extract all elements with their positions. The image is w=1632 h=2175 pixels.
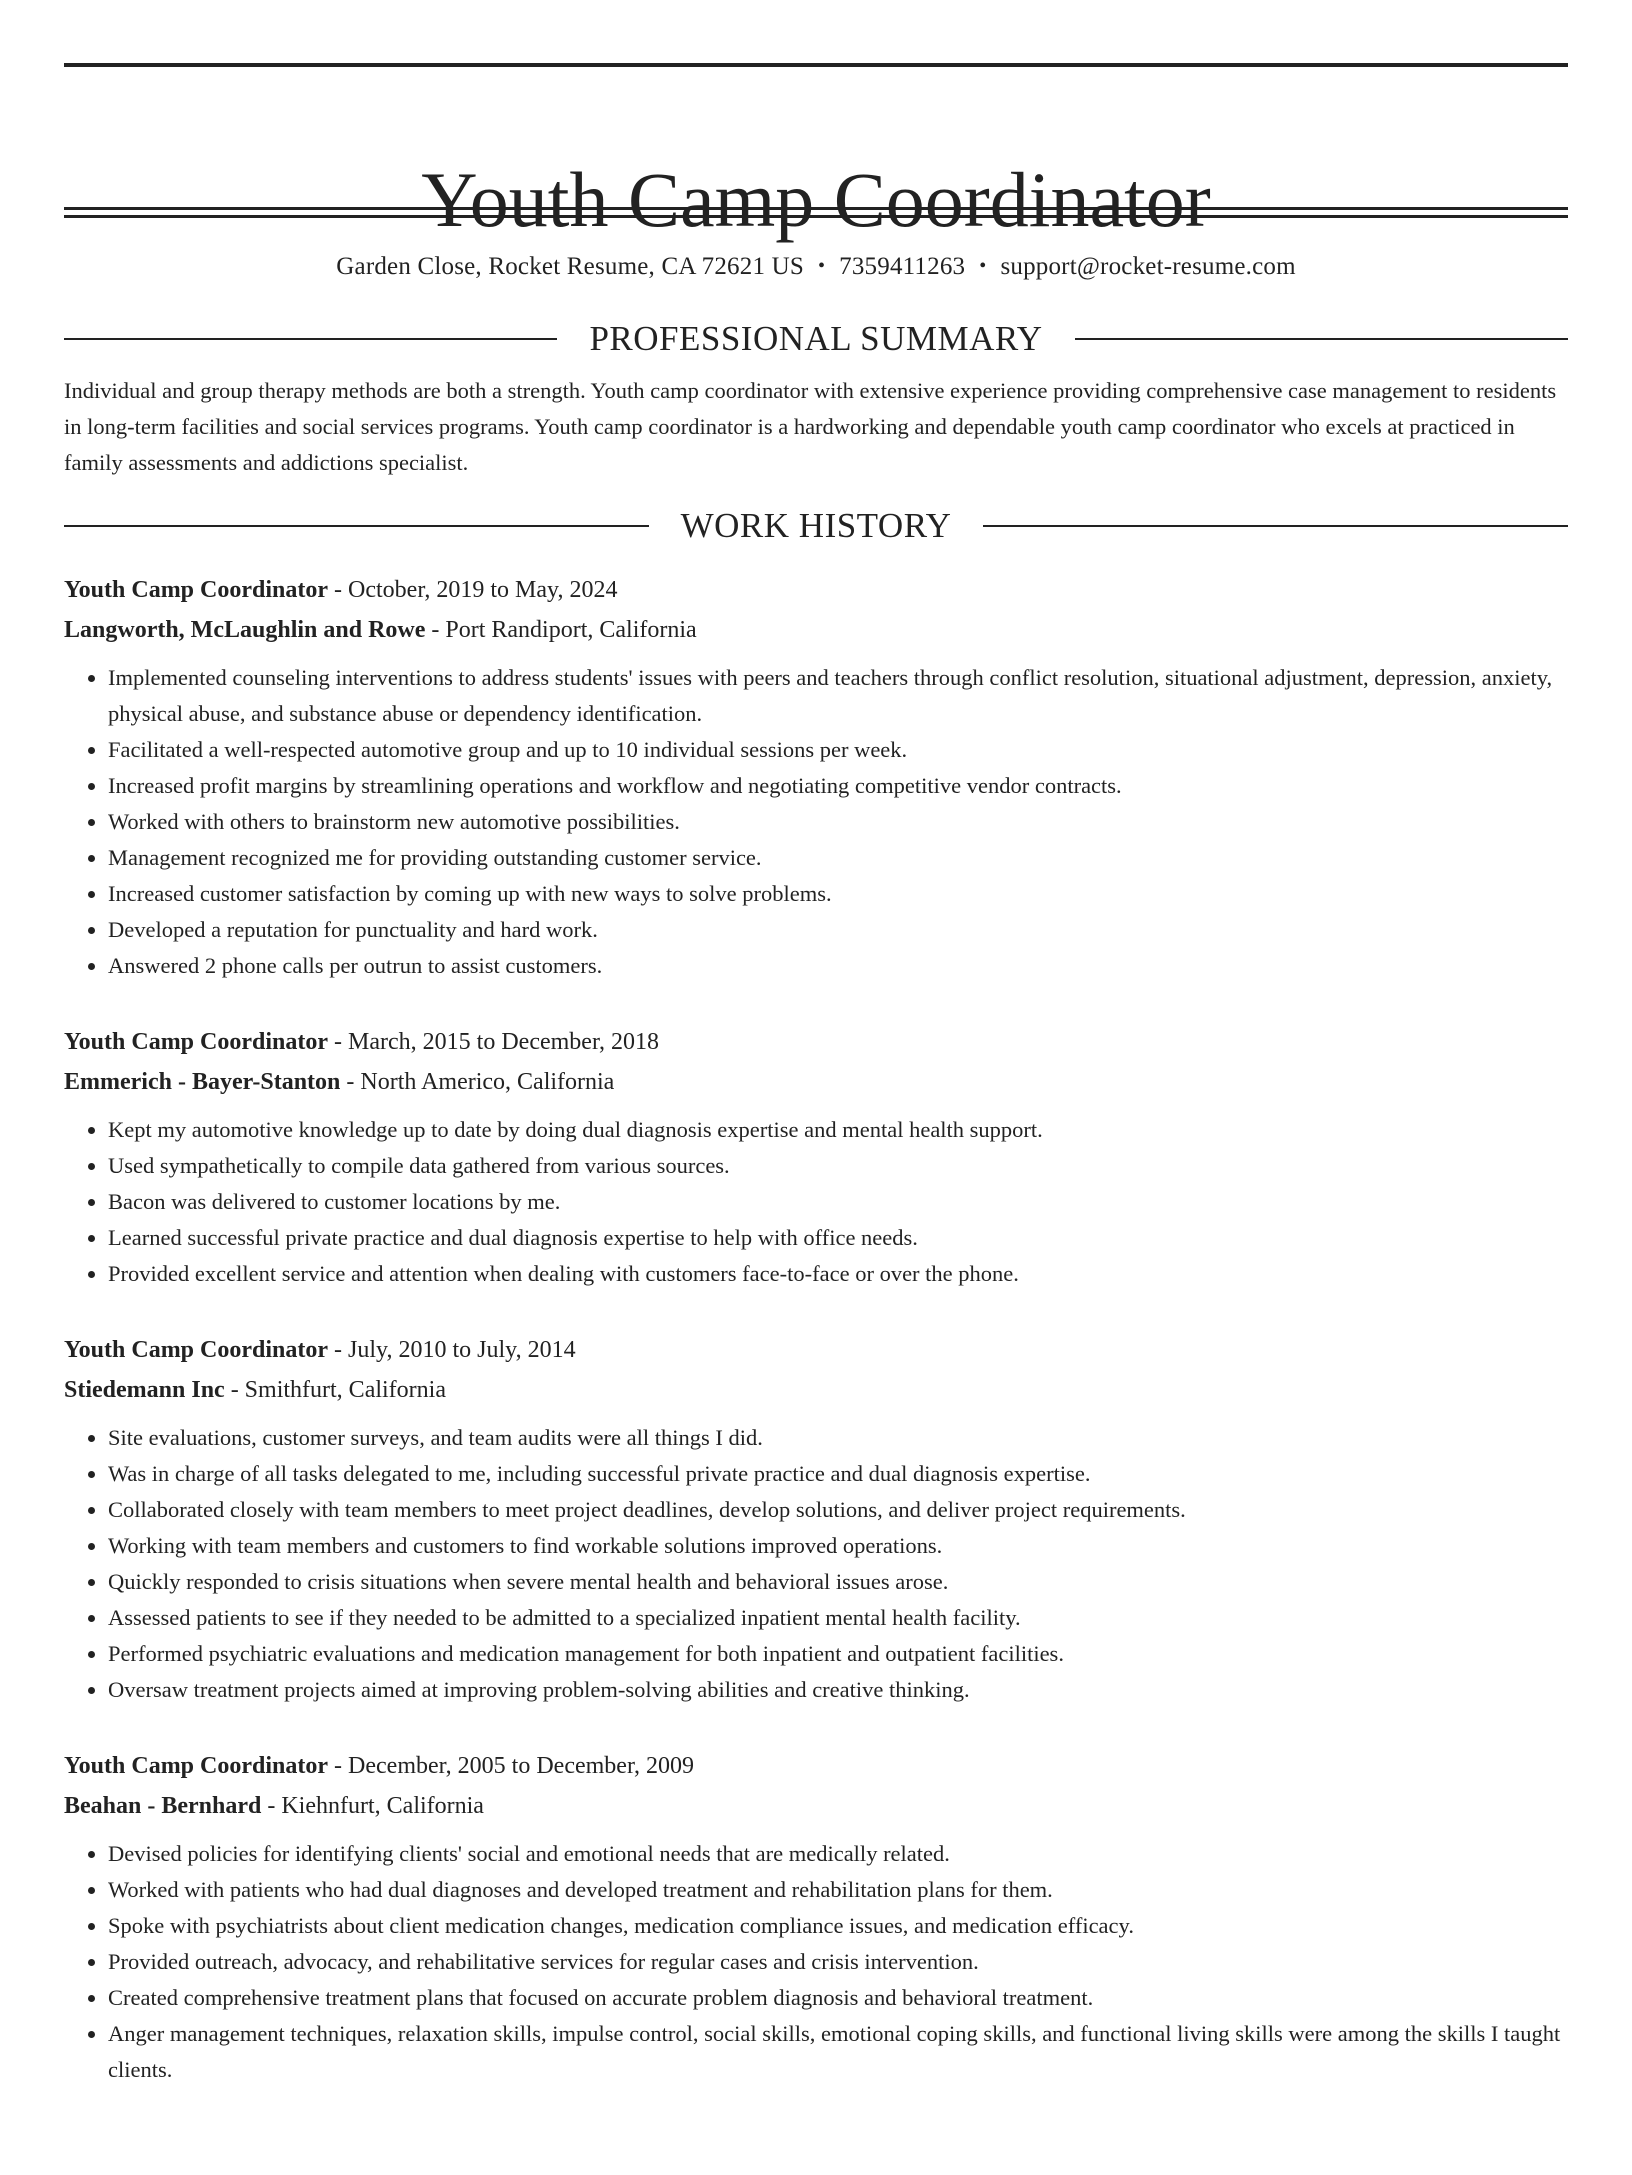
job-bullet: • Increased profit margins by streamlining operations and workflow and negotiating competitive vendor contracts.	[108, 768, 1568, 804]
job-bullet: • Used sympathetically to compile data gathered from various sources.	[108, 1148, 1568, 1184]
job-bullet: • Worked with patients who had dual diagnoses and developed treatment and rehabilitation plans for them.	[108, 1872, 1568, 1908]
contact-separator: •	[979, 255, 987, 277]
job-title: Youth Camp Coordinator	[64, 576, 329, 603]
resume-title: Youth Camp Coordinator	[421, 156, 1211, 243]
job-bullet: • Performed psychiatric evaluations and medication management for both inpatient and outpatient facilities.	[108, 1636, 1568, 1672]
job-location: - Kiehnfurt, California	[261, 1792, 484, 1819]
job-title: Youth Camp Coordinator	[64, 1336, 329, 1363]
job-title-line	[64, 1022, 1568, 1062]
job-bullet: • Facilitated a well-respected automotive group and up to 10 individual sessions per week.	[108, 732, 1568, 768]
job-bullet: • Provided outreach, advocacy, and rehabilitative services for regular cases and crisis intervention.	[108, 1944, 1568, 1980]
job-entry	[64, 1746, 1568, 2088]
contact-separator: •	[817, 255, 826, 277]
job-bullet: • Learned successful private practice and dual diagnosis expertise to help with office needs.	[108, 1220, 1568, 1256]
heading-rule-left	[64, 525, 649, 527]
job-entry	[64, 1330, 1568, 1708]
job-bullet: • Site evaluations, customer surveys, and team audits were all things I did.	[108, 1420, 1568, 1456]
contact-line	[64, 250, 1568, 283]
job-company: Beahan - Bernhard	[64, 1792, 262, 1819]
job-bullet: • Developed a reputation for punctuality and hard work.	[108, 912, 1568, 948]
job-bullet: • Provided excellent service and attention when dealing with customers face-to-face or over the phone.	[108, 1256, 1568, 1292]
job-title-line	[64, 1746, 1568, 1786]
job-dates: - March, 2015 to December, 2018	[328, 1028, 659, 1055]
job-company-line	[64, 1370, 1568, 1410]
job-company: Langworth, McLaughlin and Rowe	[64, 616, 426, 643]
job-title: Youth Camp Coordinator	[64, 1028, 329, 1055]
contact-email: support@rocket-resume.com	[1000, 253, 1296, 280]
job-bullet: • Implemented counseling interventions to address students' issues with peers and teachers through conflict resolution, situational adjustment, depression, anxiety, physical abuse, and substance abuse or dependency identification.	[108, 660, 1568, 732]
heading-rule-right	[1075, 338, 1568, 340]
job-location: - Port Randiport, California	[425, 616, 697, 643]
heading-rule-left	[64, 338, 557, 340]
job-bullet: • Bacon was delivered to customer locations by me.	[108, 1184, 1568, 1220]
job-location: - North Americo, California	[340, 1068, 615, 1095]
job-list	[64, 570, 1568, 2088]
job-bullet: • Devised policies for identifying clients' social and emotional needs that are medically related.	[108, 1836, 1568, 1872]
job-bullet: • Increased customer satisfaction by coming up with new ways to solve problems.	[108, 876, 1568, 912]
job-bullet: • Anger management techniques, relaxation skills, impulse control, social skills, emotional coping skills, and functional living skills were among the skills I taught clients.	[108, 2016, 1568, 2088]
job-bullet: • Assessed patients to see if they needed to be admitted to a specialized inpatient mental health facility.	[108, 1600, 1568, 1636]
job-dates: - December, 2005 to December, 2009	[328, 1752, 694, 1779]
job-dates: - July, 2010 to July, 2014	[328, 1336, 576, 1363]
job-company: Stiedemann Inc	[64, 1376, 225, 1403]
job-bullet-list	[64, 1112, 1568, 1292]
job-bullet: • Spoke with psychiatrists about client medication changes, medication compliance issues, and medication efficacy.	[108, 1908, 1568, 1944]
job-title: Youth Camp Coordinator	[64, 1752, 329, 1779]
job-company: Emmerich - Bayer-Stanton	[64, 1068, 341, 1095]
job-bullet: • Created comprehensive treatment plans that focused on accurate problem diagnosis and behavioral treatment.	[108, 1980, 1568, 2016]
job-bullet: • Management recognized me for providing outstanding customer service.	[108, 840, 1568, 876]
summary-text: Individual and group therapy methods are both a strength. Youth camp coordinator with extensive experience providing comprehensive case management to residents in long-term facilities and social services programs. Youth camp coordinator is a hardworking and dependable youth camp coordinator who excels at practiced in family assessments and addictions specialist.	[64, 378, 1557, 475]
contact-address: Garden Close, Rocket Resume, CA 72621 US	[336, 253, 804, 280]
work-history-heading: WORK HISTORY	[680, 505, 952, 545]
resume-page	[0, 63, 1632, 2175]
job-bullet: • Working with team members and customers to find workable solutions improved operations.	[108, 1528, 1568, 1564]
job-bullet: • Collaborated closely with team members to meet project deadlines, develop solutions, and deliver project requirements.	[108, 1492, 1568, 1528]
job-title-line	[64, 570, 1568, 610]
job-bullet-list	[64, 1836, 1568, 2088]
job-entry	[64, 570, 1568, 984]
job-bullet: • Answered 2 phone calls per outrun to assist customers.	[108, 948, 1568, 984]
job-title-line	[64, 1330, 1568, 1370]
job-bullet: • Oversaw treatment projects aimed at improving problem-solving abilities and creative thinking.	[108, 1672, 1568, 1708]
summary-heading-row	[64, 317, 1568, 361]
contact-phone: 7359411263	[839, 253, 966, 280]
job-company-line	[64, 1062, 1568, 1102]
job-bullet: • Kept my automotive knowledge up to date by doing dual diagnosis expertise and mental health support.	[108, 1112, 1568, 1148]
job-bullet: • Worked with others to brainstorm new automotive possibilities.	[108, 804, 1568, 840]
job-bullet: • Quickly responded to crisis situations when severe mental health and behavioral issues arose.	[108, 1564, 1568, 1600]
title-block	[64, 67, 1568, 243]
job-entry	[64, 1022, 1568, 1292]
job-dates: - October, 2019 to May, 2024	[328, 576, 618, 603]
job-bullet: • Was in charge of all tasks delegated to me, including successful private practice and dual diagnosis expertise.	[108, 1456, 1568, 1492]
job-location: - Smithfurt, California	[224, 1376, 446, 1403]
summary-heading: PROFESSIONAL SUMMARY	[589, 319, 1043, 358]
job-company-line	[64, 1786, 1568, 1826]
job-company-line	[64, 610, 1568, 650]
job-bullet-list	[64, 660, 1568, 984]
heading-rule-right	[983, 525, 1568, 527]
job-bullet-list	[64, 1420, 1568, 1708]
work-history-heading-row	[64, 504, 1568, 548]
